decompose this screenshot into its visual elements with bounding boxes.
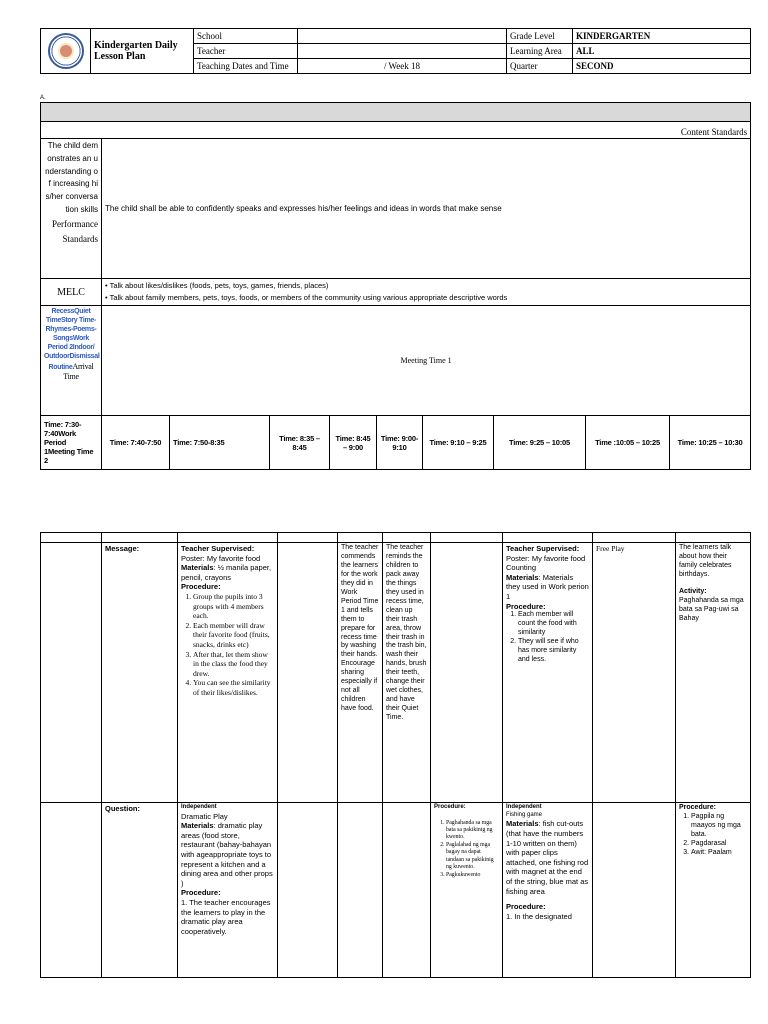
ts2-materials (506, 573, 589, 602)
materials-label: Materials (506, 572, 539, 582)
empty-cell (278, 543, 338, 803)
content-standards-label: Content Standards (41, 122, 751, 139)
dismissal-procedure-cell (676, 803, 751, 978)
list-item: 1. Paghahanda sa mga bata sa pakikinig ng kwento. (446, 820, 499, 842)
arrival-label: Arrival Time (63, 361, 94, 381)
question-label: Question: (102, 803, 178, 978)
performance-standard-text: The child shall be able to confidently speaks and expresses his/her feelings and ideas in words that make sense (102, 139, 751, 279)
empty-cell (41, 533, 102, 543)
teacher-supervised-cell (178, 543, 278, 803)
time-cell: Time: 7:50-8:35 (170, 416, 270, 470)
learning-area-value: ALL (573, 44, 751, 59)
empty-cell (431, 533, 503, 543)
list-item: 1. Group the pupils into 3 groups with 4 members each. (193, 592, 274, 621)
ind2-procedure: 1. In the designated (506, 911, 572, 921)
ts2-poster: Poster: My favorite food Counting (506, 553, 586, 573)
activity-text: Paghahanda sa mga bata sa Pag-uwi sa Bahay (679, 596, 744, 622)
header-table (40, 28, 751, 74)
empty-cell (383, 533, 431, 543)
empty-cell (338, 533, 383, 543)
teacher-value (298, 44, 507, 59)
work-period-2-cell (503, 543, 593, 803)
school-label: School (194, 29, 298, 44)
ind2-title: Independent (506, 804, 542, 810)
empty-cell (178, 533, 278, 543)
procedure-list (181, 592, 274, 698)
melc-items (102, 279, 751, 306)
materials-label: Materials (506, 819, 539, 829)
list-item: 3. After that, let them show in the class the food they drew. (193, 650, 274, 679)
time-cell: Time: 9:25 – 10:05 (494, 416, 586, 470)
materials-text: : fish cut-outs (that have the numbers 1-10 written on them) with paper clips attached, one fishing rod with magnet at the end of the string, blue mat as fishing area (506, 819, 589, 896)
story-time-cell (431, 803, 503, 978)
activity-label: Activity: (679, 587, 707, 595)
teaching-dates-label: Teaching Dates and Time (194, 59, 298, 74)
birthdays-text: The learners talk about how their family celebrates birthdays. (679, 544, 732, 578)
section-letter: A. (40, 95, 46, 101)
time-cell: Time: 7:30-7:40Work Period 1Meeting Time 2 (41, 416, 102, 470)
quarter-value: SECOND (573, 59, 751, 74)
grade-level-value: KINDERGARTEN (573, 29, 751, 44)
schedule-blocks-cell (41, 306, 102, 416)
list-item: 2. Each member will draw their favorite food (fruits, snacks, drinks etc) (193, 621, 274, 650)
materials-label: Materials (181, 821, 214, 831)
learning-area-label: Learning Area (507, 44, 573, 59)
empty-cell (431, 543, 503, 803)
message-label: Message: (102, 543, 178, 803)
ind2-activity: Fishing game (506, 811, 543, 818)
procedure-label: Procedure: (506, 902, 546, 912)
ts-poster: Poster: My favorite food (181, 553, 261, 563)
ind2-materials (506, 819, 589, 896)
list-item: 2. They will see if who has more similarity and less. (518, 638, 589, 665)
empty-cell (278, 803, 338, 978)
empty-cell (41, 543, 102, 803)
empty-cell (41, 803, 102, 978)
meeting-time-label: Meeting Time 1 (102, 306, 751, 416)
blocks-label: RecessQuiet TimeStory Time-Rhymes-Poems-SongsWork Period 2Indoor/ OutdoorDismissal Routine (44, 308, 100, 371)
independent-cell (178, 803, 278, 978)
story-list (434, 820, 499, 879)
ind-activity: Dramatic Play (181, 811, 228, 821)
lesson-plan-title: Kindergarten Daily Lesson Plan (91, 29, 194, 74)
list-item: 3. Pagkukuwento (446, 872, 499, 879)
time-cell: Time: 10:25 – 10:30 (670, 416, 751, 470)
independent-2-cell (503, 803, 593, 978)
empty-cell (102, 533, 178, 543)
list-item: 1. Each member will count the food with similarity (518, 611, 589, 638)
materials-text: : dramatic play areas (food store, restaurant (bahay-bahayan with ageappropriate toys to represent a kitchen and a dining area and other props ) (181, 821, 273, 888)
lesson-plan-table (40, 102, 751, 470)
time-cell: Time: 9:00-9:10 (377, 416, 423, 470)
quarter-label: Quarter (507, 59, 573, 74)
dismissal-cell (676, 543, 751, 803)
melc-item: • Talk about likes/dislikes (foods, pets, toys, games, friends, places) (105, 281, 329, 290)
empty-cell (676, 533, 751, 543)
gray-band (41, 103, 751, 122)
procedure-label: Procedure: (181, 888, 221, 898)
list-item: 1. Pagpila ng maayos ng mga bata. (691, 813, 747, 840)
ind-title: Independent (181, 804, 217, 810)
content-standard-text: The child demonstrates an understanding of increasing his/her conversation skills (45, 141, 98, 214)
activities-table (40, 532, 751, 978)
ts2-title: Teacher Supervised: (506, 544, 580, 553)
empty-cell (383, 803, 431, 978)
list-item: 3. Awit: Paalam (691, 849, 747, 858)
empty-cell (338, 803, 383, 978)
grade-level-label: Grade Level (507, 29, 573, 44)
procedure-label: Procedure: (181, 582, 221, 592)
ts-title: Teacher Supervised: (181, 544, 255, 553)
school-value (298, 29, 507, 44)
time-cell: Time: 8:35 – 8:45 (270, 416, 330, 470)
dismissal-list (679, 813, 747, 858)
melc-label: MELC (41, 279, 102, 306)
seal-icon (48, 33, 84, 69)
materials-text: : Materials they used in Work perion 1 (506, 572, 589, 601)
list-item: 2. Pagdarasal (691, 840, 747, 849)
empty-cell (503, 533, 593, 543)
empty-cell (593, 803, 676, 978)
materials-label: Materials (181, 563, 214, 573)
performance-standards-label: Performance Standards (52, 218, 98, 244)
free-play-label: Free Play (593, 543, 676, 803)
ind-procedure: 1. The teacher encourages the learners to play in the dramatic play area cooperatively. (181, 898, 271, 936)
procedure-list (506, 611, 589, 665)
empty-cell (278, 533, 338, 543)
quiet-time-text: The teacher reminds the children to pack away the things they used in recess time, clean up their trash area, throw their trash in the trash bin, wash their hands, brush their teeth, change their wet clothes, and have their Quiet Time. (383, 543, 431, 803)
list-item: 4. You can see the similarity of their likes/dislikes. (193, 678, 274, 697)
time-cell: Time: 8:45 – 9:00 (330, 416, 377, 470)
materials-text: : ½ manila paper, pencil, crayons (181, 563, 272, 582)
ts-materials (181, 563, 274, 582)
time-cell: Time: 7:40-7:50 (102, 416, 170, 470)
recess-text: The teacher commends the learners for the work they did in Work Period Time 1 and tells them to prepare for recess time by washing their hands. Encourage sharing especially if not all children have food. (338, 543, 383, 803)
list-item: 2. Paglalahad ng mga bagay na dapat tandaan sa pakikinig ng kuwento. (446, 842, 499, 872)
time-cell: Time: 9:10 – 9:25 (423, 416, 494, 470)
procedure-label: Procedure: (679, 804, 716, 811)
melc-item: • Talk about family members, pets, toys, foods, or members of the community using various appropriate descriptive words (105, 293, 508, 302)
time-cell: Time :10:05 – 10:25 (586, 416, 670, 470)
teacher-label: Teacher (194, 44, 298, 59)
procedure-label: Procedure: (434, 804, 466, 810)
teaching-dates-value: / Week 18 (298, 59, 507, 74)
standards-label-cell (41, 139, 102, 279)
empty-cell (593, 533, 676, 543)
deped-seal-logo (41, 29, 91, 74)
procedure-label: Procedure: (506, 601, 546, 611)
ind-materials (181, 821, 274, 888)
